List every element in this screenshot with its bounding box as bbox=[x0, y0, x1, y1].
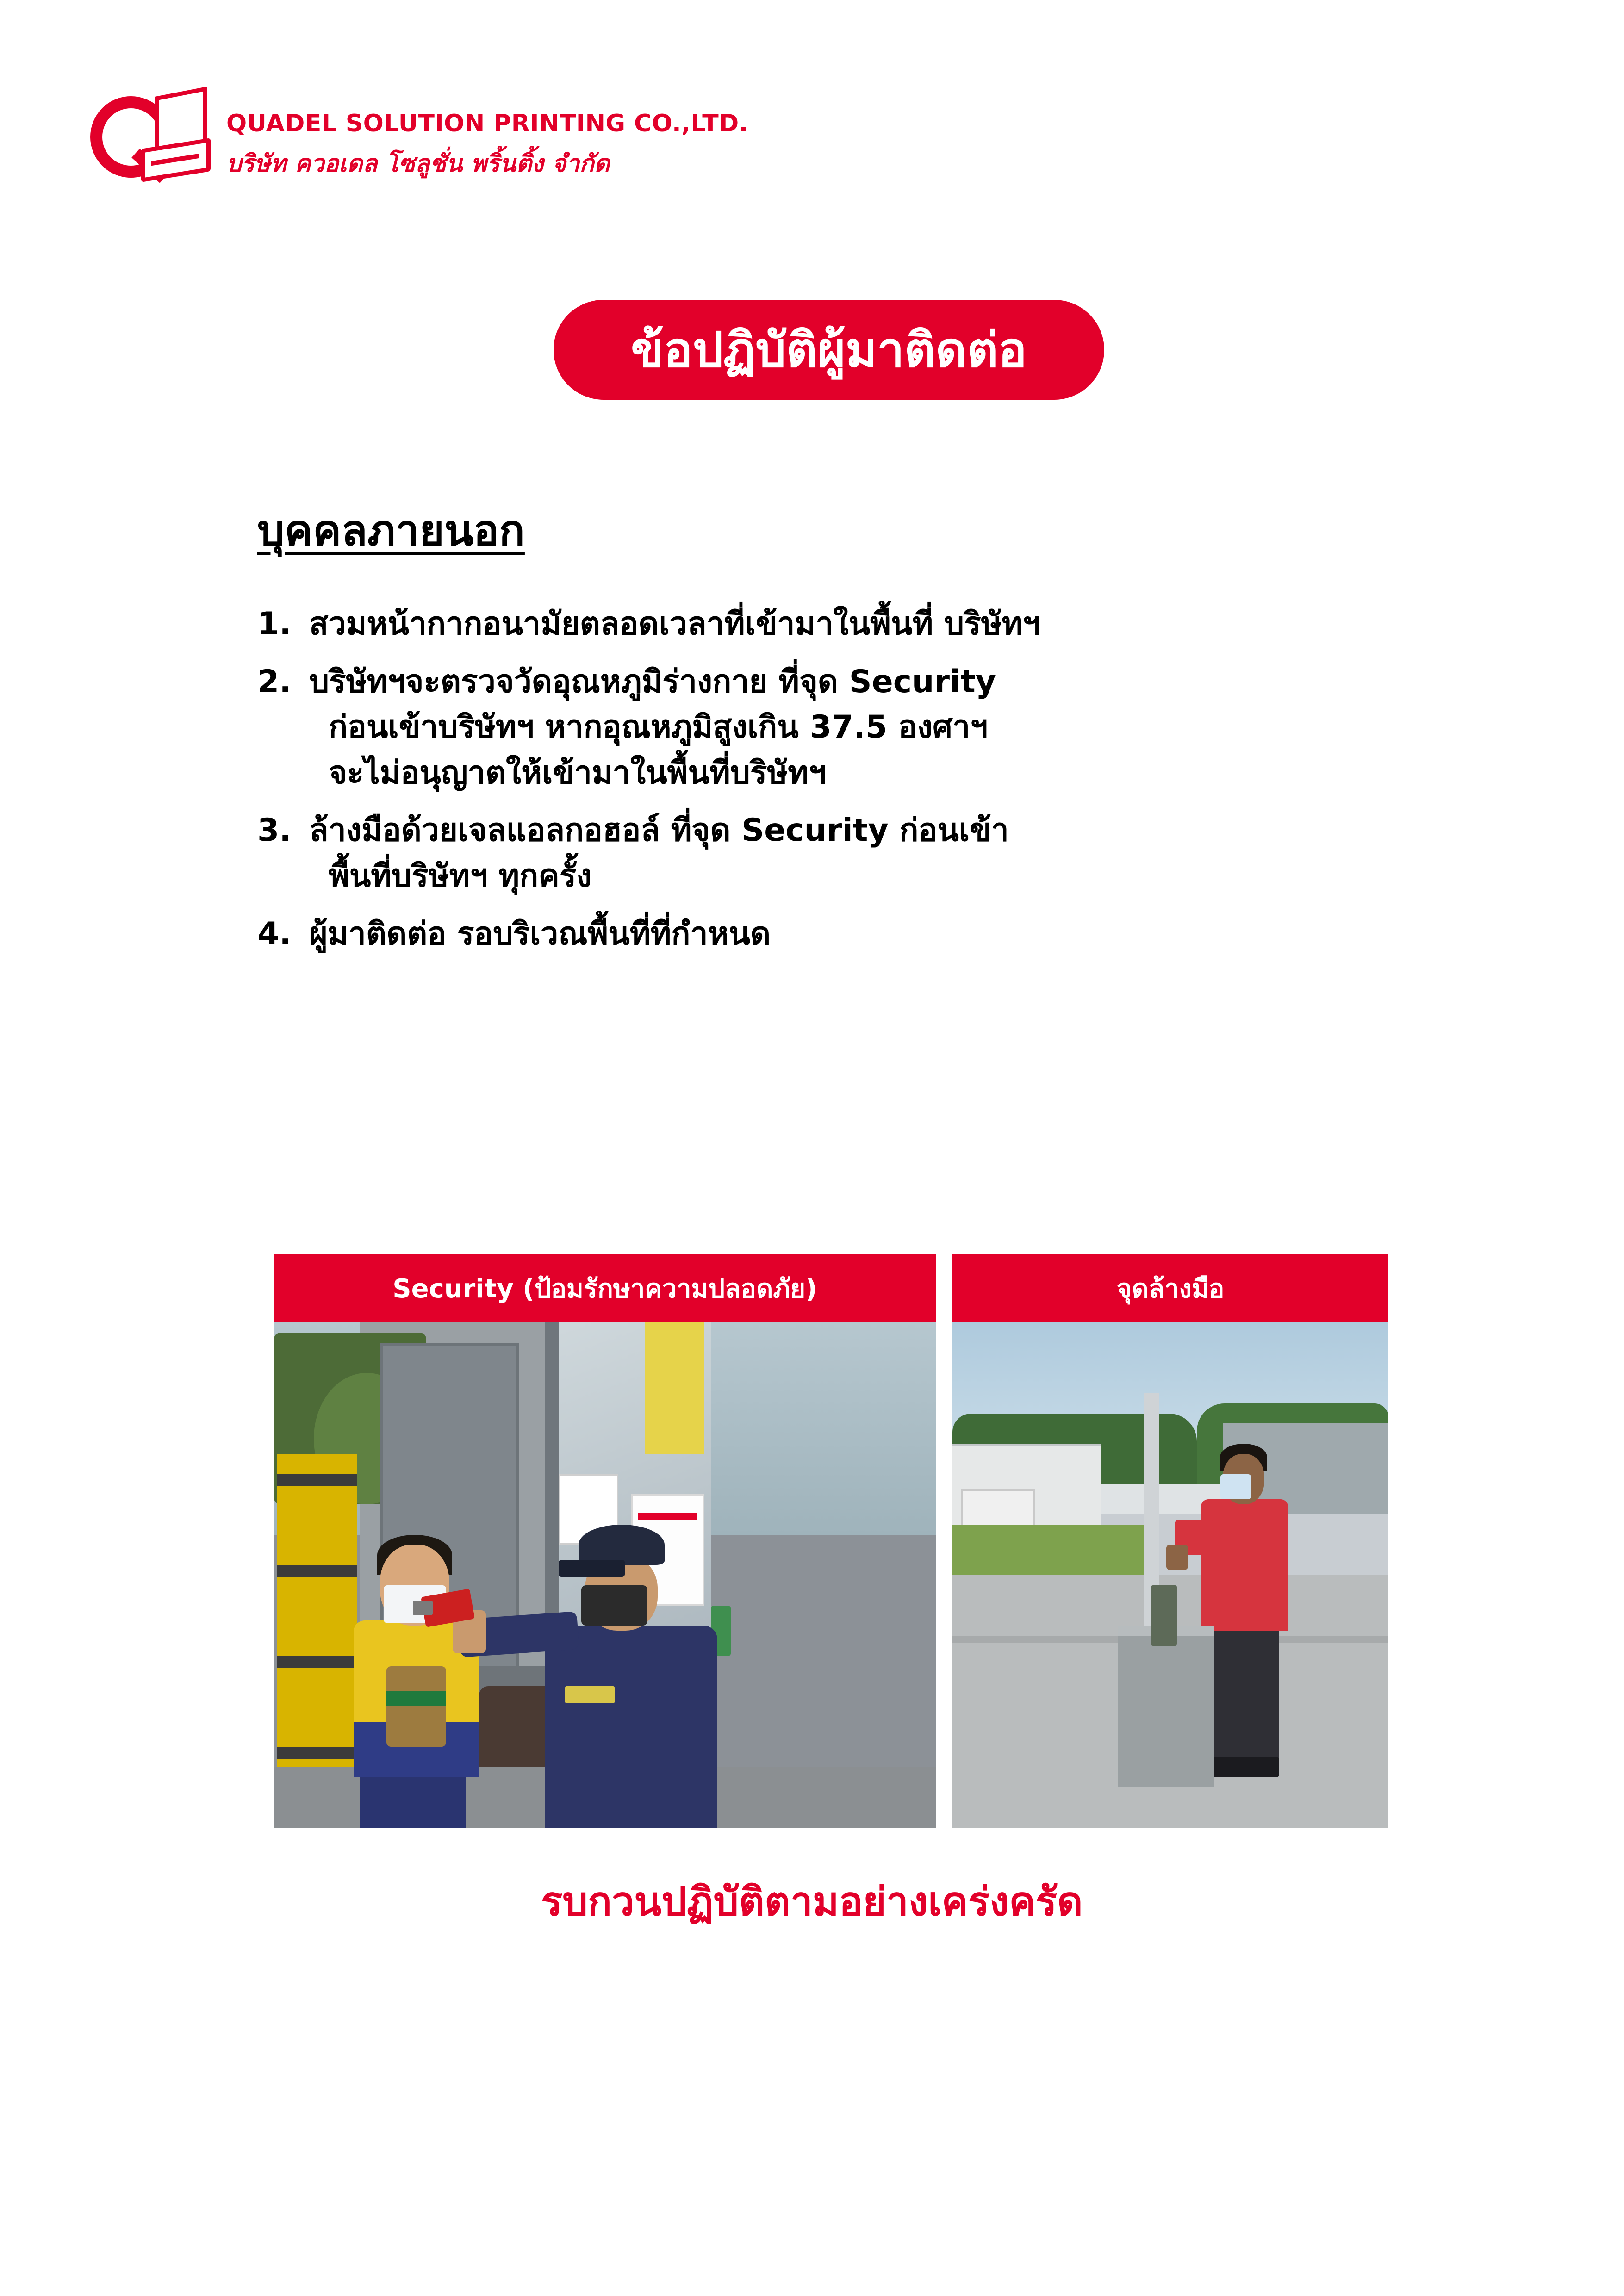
rule-line: สวมหน้ากากอนามัยตลอดเวลาที่เข้ามาในพื้นที่ บริษัทฯ bbox=[309, 606, 1040, 642]
rules-list bbox=[257, 602, 1377, 969]
rule-line: พื้นที่บริษัทฯ ทุกครั้ง bbox=[329, 857, 592, 894]
list-item bbox=[257, 659, 1377, 796]
rule-line: ก่อนเข้าบริษัทฯ หากอุณหภูมิสูงเกิน 37.5 องศาฯ bbox=[329, 709, 988, 746]
list-item bbox=[257, 602, 1377, 647]
list-item bbox=[257, 912, 1377, 957]
page-title-banner bbox=[554, 300, 1104, 400]
photo-caption: Security (ป้อมรักษาความปลอดภัย) bbox=[274, 1254, 936, 1322]
company-name-en: QUADEL SOLUTION PRINTING CO.,LTD. bbox=[226, 109, 748, 137]
company-logo-block bbox=[86, 88, 748, 204]
list-item bbox=[257, 808, 1377, 899]
section-heading: บุคคลภายนอก bbox=[257, 506, 525, 555]
rule-number: 1. bbox=[257, 606, 292, 642]
photo-caption: จุดล้างมือ bbox=[952, 1254, 1388, 1322]
photo-gallery bbox=[274, 1254, 1388, 1828]
rule-number: 2. bbox=[257, 663, 292, 700]
rule-line: ผู้มาติดต่อ รอบริเวณพื้นที่ที่กำหนด bbox=[309, 915, 771, 952]
company-name-block bbox=[226, 110, 748, 182]
page-title: ข้อปฏิบัติผู้มาติดต่อ bbox=[631, 322, 1027, 378]
rule-number: 4. bbox=[257, 915, 292, 952]
photo-card-security bbox=[274, 1254, 936, 1828]
photo-security-checkpoint bbox=[274, 1322, 936, 1828]
rule-text bbox=[309, 912, 1377, 957]
quadel-q-printer-logo-icon bbox=[86, 88, 211, 204]
company-name-th: บริษัท ควอเดล โซลูชั่น พริ้นติ้ง จำกัด bbox=[226, 149, 610, 178]
rule-line: ล้างมือด้วยเจลแอลกอฮอล์ ที่จุด Security ก่อนเข้า bbox=[309, 812, 1009, 849]
rule-text bbox=[309, 602, 1377, 647]
photo-card-handwash bbox=[952, 1254, 1388, 1828]
rule-number: 3. bbox=[257, 812, 292, 849]
rule-text bbox=[309, 808, 1377, 899]
rule-line: บริษัทฯจะตรวจวัดอุณหภูมิร่างกาย ที่จุด Security bbox=[309, 663, 996, 700]
footer-note: รบกวนปฏิบัติตามอย่างเคร่งครัด bbox=[541, 1879, 1083, 1925]
photo-handwash-station bbox=[952, 1322, 1388, 1828]
rule-text bbox=[309, 659, 1377, 796]
rule-line: จะไม่อนุญาตให้เข้ามาในพื้นที่บริษัทฯ bbox=[329, 754, 827, 791]
